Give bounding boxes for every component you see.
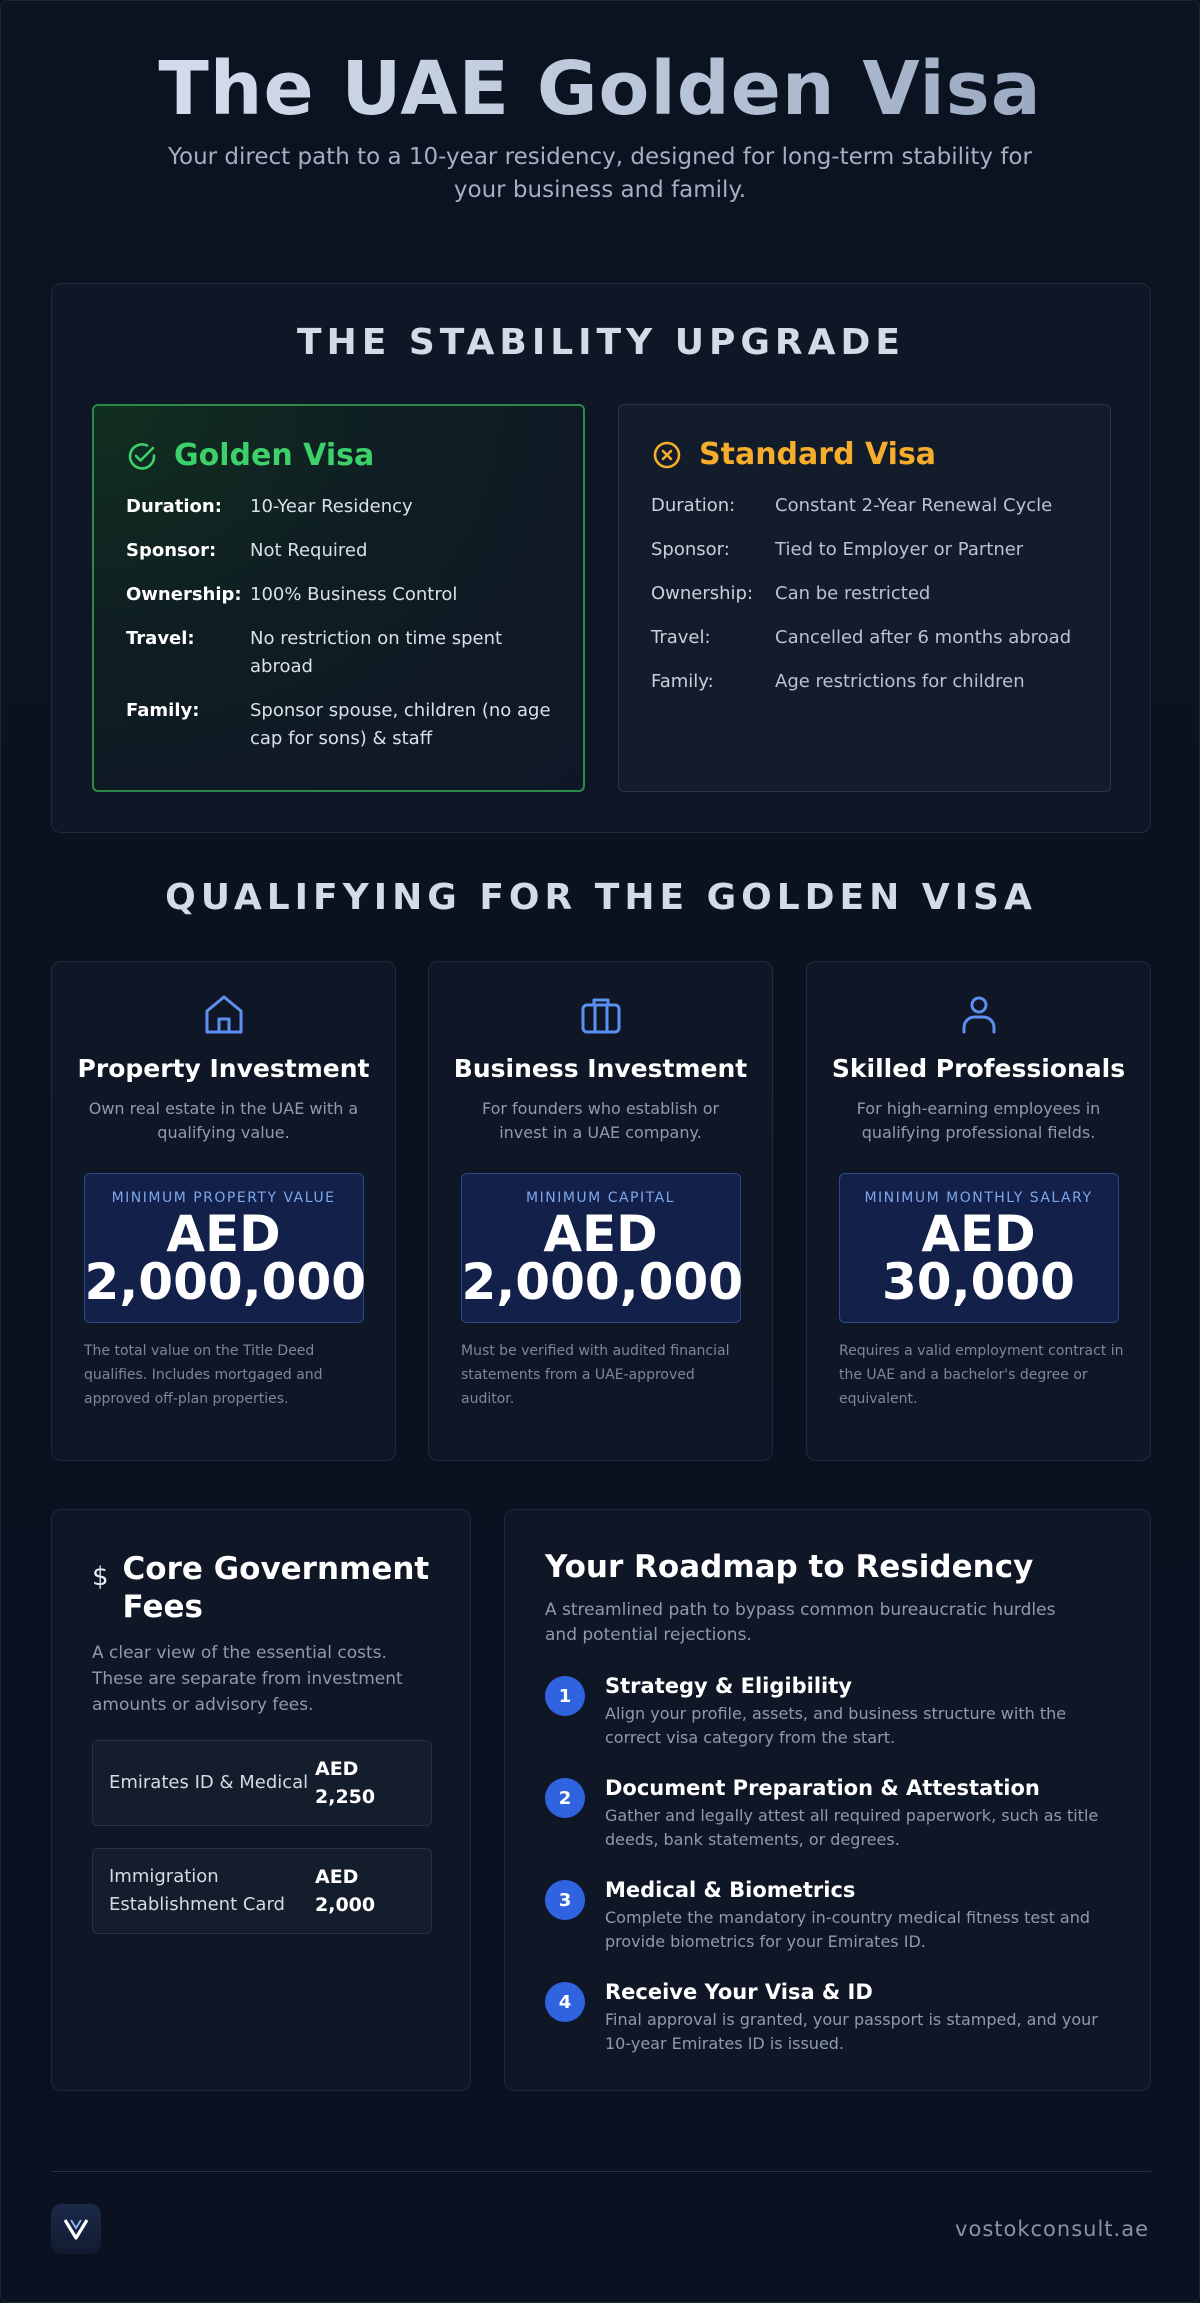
- row-value: Tied to Employer or Partner: [775, 539, 1024, 560]
- roadmap-step: [545, 1672, 1110, 1750]
- row-label: Family:: [651, 671, 714, 692]
- card-note: Requires a valid employment contract in the UAE and a bachelor's degree or equivalent.: [839, 1343, 1124, 1407]
- value-amount: AED 2,000,000: [84, 1205, 367, 1311]
- home-icon: [201, 992, 247, 1038]
- row-value: Sponsor spouse, children (no age cap for sons) & staff: [250, 700, 551, 749]
- row-label: Travel:: [126, 628, 195, 649]
- fees-description: A clear view of the essential costs. These are separate from investment amounts or advisory fees.: [92, 1643, 403, 1715]
- page-subtitle: Your direct path to a 10-year residency, designed for long-term stability for your business and family.: [168, 144, 1032, 203]
- fees-header: [92, 1550, 430, 1626]
- step-number-badge: 4: [545, 1982, 585, 2022]
- roadmap-step: [545, 1876, 1110, 1954]
- value-amount: AED 2,000,000: [461, 1205, 744, 1311]
- home-icon-wrap: [52, 992, 395, 1040]
- roadmap-step: [545, 1774, 1110, 1852]
- roadmap-step: [545, 1978, 1110, 2056]
- value-label: MINIMUM CAPITAL: [526, 1190, 675, 1206]
- card-note: Must be verified with audited financial statements from a UAE-approved auditor.: [461, 1343, 730, 1407]
- standard-visa-card: [618, 404, 1111, 792]
- card-description: For founders who establish or invest in a UAE company.: [481, 1099, 720, 1142]
- roadmap-description: A streamlined path to bypass common bureaucratic hurdles and potential rejections.: [545, 1600, 1056, 1645]
- business-investment-card: [428, 961, 773, 1461]
- row-label: Sponsor:: [651, 539, 730, 560]
- row-value: Cancelled after 6 months abroad: [775, 627, 1072, 648]
- golden-visa-heading: Golden Visa: [174, 438, 375, 473]
- step-description: Gather and legally attest all required paperwork, such as title deeds, bank statements, or degrees.: [605, 1806, 1099, 1849]
- step-title: Document Preparation & Attestation: [605, 1776, 1040, 1800]
- step-description: Complete the mandatory in-country medical fitness test and provide biometrics for your Emirates ID.: [605, 1908, 1091, 1951]
- row-value: Age restrictions for children: [775, 671, 1025, 692]
- value-label: MINIMUM MONTHLY SALARY: [864, 1190, 1093, 1206]
- card-title: Skilled Professionals: [831, 1054, 1126, 1083]
- golden-row-family: [126, 697, 551, 753]
- row-value: Not Required: [250, 540, 368, 561]
- fee-value: AED 2,000: [315, 1866, 376, 1916]
- row-label: Ownership:: [126, 584, 242, 605]
- step-description: Align your profile, assets, and business structure with the correct visa category from the start.: [605, 1704, 1067, 1747]
- standard-visa-heading: Standard Visa: [699, 437, 937, 472]
- dollar-icon: $: [92, 1562, 109, 1592]
- card-note: The total value on the Title Deed qualifies. Includes mortgaged and approved off-plan properties.: [84, 1343, 323, 1407]
- value-label: MINIMUM PROPERTY VALUE: [111, 1190, 336, 1206]
- fee-row-immigration: [92, 1848, 432, 1934]
- step-title: Medical & Biometrics: [605, 1878, 856, 1902]
- golden-row-sponsor: [126, 537, 551, 565]
- step-title: Receive Your Visa & ID: [605, 1980, 873, 2004]
- row-label: Duration:: [126, 496, 222, 517]
- standard-row-travel: [651, 624, 1078, 652]
- row-value: Constant 2-Year Renewal Cycle: [775, 495, 1053, 516]
- qualifying-title: QUALIFYING FOR THE GOLDEN VISA: [165, 877, 1037, 918]
- check-circle-icon: [126, 440, 158, 472]
- brand-logo[interactable]: [51, 2204, 101, 2254]
- stability-section: [51, 283, 1151, 833]
- standard-row-duration: [651, 492, 1078, 520]
- standard-row-ownership: [651, 580, 1078, 608]
- golden-visa-card: [92, 404, 585, 792]
- row-value: 10-Year Residency: [250, 496, 413, 517]
- step-description: Final approval is granted, your passport is stamped, and your 10-year Emirates ID is issued.: [605, 2010, 1098, 2053]
- skilled-professionals-card: [806, 961, 1151, 1461]
- value-box: [839, 1173, 1119, 1323]
- logo-v-icon: [62, 2216, 90, 2242]
- row-label: Family:: [126, 700, 200, 721]
- step-number-badge: 1: [545, 1676, 585, 1716]
- step-number-badge: 2: [545, 1778, 585, 1818]
- step-title: Strategy & Eligibility: [605, 1674, 852, 1698]
- page-title: The UAE Golden Visa: [1, 47, 1199, 131]
- standard-row-sponsor: [651, 536, 1078, 564]
- row-value: No restriction on time spent abroad: [250, 628, 503, 677]
- golden-row-travel: [126, 625, 551, 681]
- fee-label: Emirates ID & Medical: [109, 1772, 309, 1793]
- fee-label: Immigration Establishment Card: [109, 1866, 285, 1915]
- website-link[interactable]: vostokconsult.ae: [955, 2217, 1149, 2241]
- briefcase-icon-wrap: [429, 992, 772, 1040]
- fee-value: AED 2,250: [315, 1758, 376, 1808]
- footer-divider: [51, 2171, 1151, 2172]
- fee-row-emirates-id: [92, 1740, 432, 1826]
- briefcase-icon: [578, 992, 624, 1038]
- roadmap-title: Your Roadmap to Residency: [545, 1549, 1034, 1585]
- hero: [1, 1, 1199, 207]
- stability-title: THE STABILITY UPGRADE: [297, 322, 905, 363]
- value-box: [461, 1173, 744, 1323]
- user-icon: [956, 992, 1002, 1038]
- standard-row-family: [651, 668, 1078, 696]
- value-amount: AED 30,000: [882, 1205, 1075, 1311]
- card-title: Property Investment: [77, 1054, 370, 1083]
- row-label: Duration:: [651, 495, 736, 516]
- step-number-badge: 3: [545, 1880, 585, 1920]
- fees-title: Core Government Fees: [122, 1551, 430, 1625]
- golden-visa-header: [126, 438, 551, 473]
- row-label: Ownership:: [651, 583, 754, 604]
- golden-row-ownership: [126, 581, 551, 609]
- value-box: [84, 1173, 367, 1323]
- card-description: Own real estate in the UAE with a qualifying value.: [88, 1099, 359, 1142]
- fees-section: [51, 1509, 471, 2091]
- standard-visa-header: [651, 437, 1078, 472]
- property-investment-card: [51, 961, 396, 1461]
- row-value: Can be restricted: [775, 583, 931, 604]
- roadmap-section: [504, 1509, 1151, 2091]
- card-title: Business Investment: [453, 1054, 748, 1083]
- card-description: For high-earning employees in qualifying professional fields.: [856, 1099, 1101, 1142]
- row-value: 100% Business Control: [250, 584, 458, 605]
- user-icon-wrap: [807, 992, 1150, 1040]
- golden-row-duration: [126, 493, 551, 521]
- row-label: Sponsor:: [126, 540, 217, 561]
- x-circle-icon: [651, 439, 683, 471]
- row-label: Travel:: [651, 627, 711, 648]
